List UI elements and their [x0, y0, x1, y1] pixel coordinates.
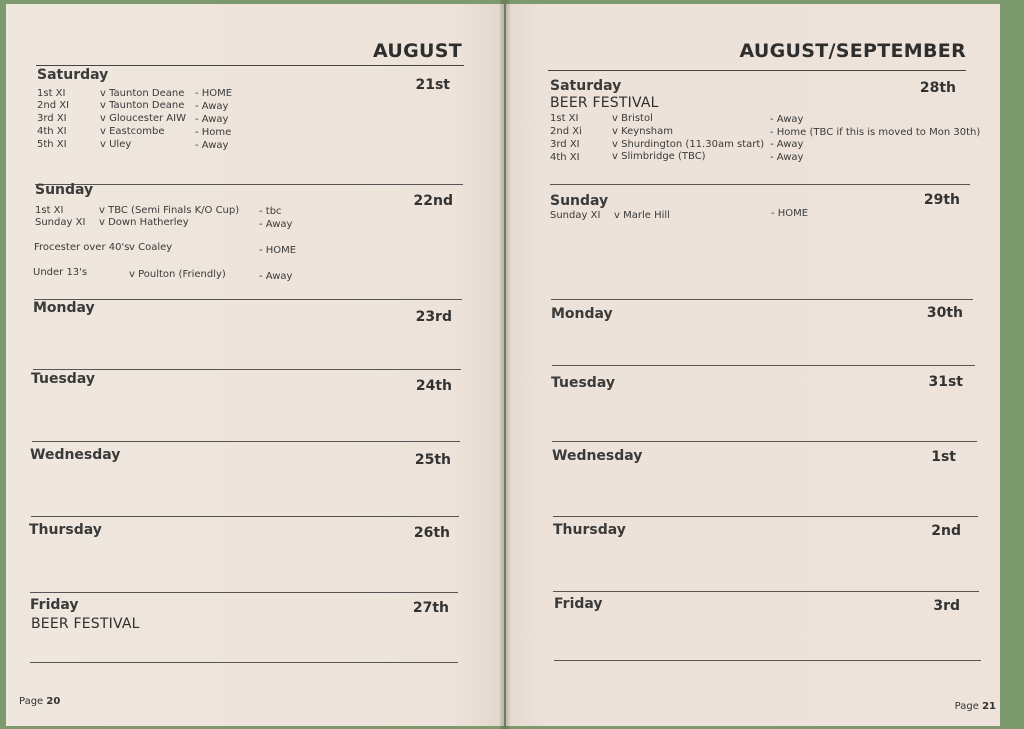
fixture-venue: - Away [195, 140, 229, 151]
fixture-venue: - Home (TBC if this is moved to Mon 30th) [770, 127, 981, 138]
day-date-21st: 21st [415, 77, 450, 93]
day-name-monday: Monday [551, 306, 613, 322]
day-name-monday: Monday [33, 300, 95, 316]
day-date-22nd: 22nd [413, 193, 453, 209]
fixture-venue: - HOME [771, 208, 809, 219]
fixture-venue: - HOME [259, 245, 297, 256]
fixture-opponent: v Shurdington (11.30am start) [612, 139, 765, 150]
fixture-opponent: v Taunton Deane [100, 100, 185, 111]
day-name-wednesday: Wednesday [552, 448, 643, 464]
page-number [955, 701, 996, 712]
day-divider [35, 184, 463, 185]
fixture-opponent: v Poulton (Friendly) [129, 269, 226, 280]
fixture-opponent: v Eastcombe [100, 126, 165, 137]
fixture-venue: - Home [195, 127, 232, 138]
fixture-team: Under 13's [33, 267, 88, 278]
day-date-3rd: 3rd [933, 598, 960, 614]
day-date-26th: 26th [413, 525, 450, 541]
day-date-23rd: 23rd [415, 309, 452, 325]
day-divider [34, 299, 462, 300]
day-divider [550, 184, 970, 185]
day-name-friday: Friday [554, 596, 603, 612]
day-date-30th: 30th [926, 305, 963, 321]
day-name-sunday: Sunday [35, 182, 94, 198]
day-name-sunday: Sunday [550, 193, 609, 209]
fixture-opponent: v Taunton Deane [100, 88, 185, 99]
left-page [6, 4, 504, 726]
day-name-tuesday: Tuesday [551, 375, 615, 391]
fixture-opponent: v Coaley [129, 242, 173, 253]
day-divider [30, 592, 458, 593]
fixture-opponent: v Uley [100, 139, 132, 150]
fixture-venue: - Away [259, 271, 293, 282]
day-name-thursday: Thursday [553, 522, 626, 538]
fixture-venue: - Away [770, 152, 804, 163]
day-divider [553, 516, 978, 517]
fixture-opponent: v Down Hatherley [99, 217, 189, 228]
fixture-team: 3rd XI [37, 113, 67, 124]
fixture-team: 1st XI [35, 205, 64, 216]
fixture-team: 5th XI [37, 139, 67, 150]
fixture-team: 4th XI [550, 152, 580, 163]
page-label: Page [19, 696, 44, 707]
day-date-28th: 28th [919, 80, 956, 96]
day-name-tuesday: Tuesday [31, 371, 95, 387]
book-spine [500, 0, 510, 729]
fixture-opponent: v TBC (Semi Finals K/O Cup) [99, 205, 240, 216]
fixture-opponent: v Keynsham [612, 126, 673, 137]
day-name-thursday: Thursday [29, 522, 102, 538]
day-divider [552, 441, 977, 442]
day-date-25th: 25th [414, 452, 451, 468]
day-date-27th: 27th [412, 600, 449, 616]
day-date-31st: 31st [928, 374, 963, 390]
fixture-opponent: v Gloucester AIW [100, 113, 186, 124]
day-name-friday: Friday [30, 597, 79, 613]
day-note-beer-festival: BEER FESTIVAL [550, 95, 659, 111]
fixture-team: 1st XI [37, 88, 66, 99]
page-title: AUGUST/SEPTEMBER [739, 40, 966, 62]
fixture-venue: - Away [195, 101, 229, 112]
day-divider [554, 660, 981, 661]
day-note-beer-festival: BEER FESTIVAL [31, 616, 140, 632]
day-divider [553, 591, 979, 592]
fixture-team: Frocester over 40's [34, 242, 130, 253]
fixture-opponent: v Bristol [612, 113, 653, 124]
fixture-team: 1st XI [550, 113, 579, 124]
day-name-saturday: Saturday [550, 78, 622, 94]
fixture-team: 3rd XI [550, 139, 580, 150]
fixture-venue: - Away [259, 219, 293, 230]
title-rule [36, 65, 464, 66]
title-rule [548, 70, 966, 71]
day-name-wednesday: Wednesday [30, 447, 121, 463]
page-number-value: 21 [982, 701, 996, 712]
page-number-value: 20 [46, 696, 61, 707]
fixture-team: 2nd XI [37, 100, 70, 111]
fixture-venue: - tbc [259, 206, 282, 217]
fixture-team: 4th XI [37, 126, 67, 137]
day-name-saturday: Saturday [37, 67, 109, 83]
fixture-venue: - Away [770, 139, 804, 150]
fixture-venue: - Away [195, 114, 229, 125]
day-date-29th: 29th [923, 192, 960, 208]
page-title: AUGUST [372, 40, 462, 62]
fixture-team: 2nd Xi [550, 126, 582, 137]
fixture-venue: - Away [770, 114, 804, 125]
fixture-venue: - HOME [195, 88, 233, 99]
day-divider [31, 516, 459, 517]
day-divider [33, 369, 461, 370]
day-divider [552, 365, 975, 366]
day-divider [30, 662, 458, 663]
day-date-2nd: 2nd [931, 523, 961, 539]
day-divider [551, 299, 973, 300]
fixture-team: Sunday XI [35, 217, 86, 228]
page-label: Page [954, 701, 979, 712]
fixture-team: Sunday XI [550, 210, 601, 221]
day-date-24th: 24th [415, 378, 452, 394]
day-date-1st: 1st [931, 449, 956, 465]
page-number [19, 696, 60, 707]
fixture-opponent: v Marle Hill [614, 210, 670, 221]
day-divider [32, 441, 460, 442]
fixture-opponent: v Slimbridge (TBC) [612, 151, 706, 162]
right-page [506, 4, 1000, 726]
